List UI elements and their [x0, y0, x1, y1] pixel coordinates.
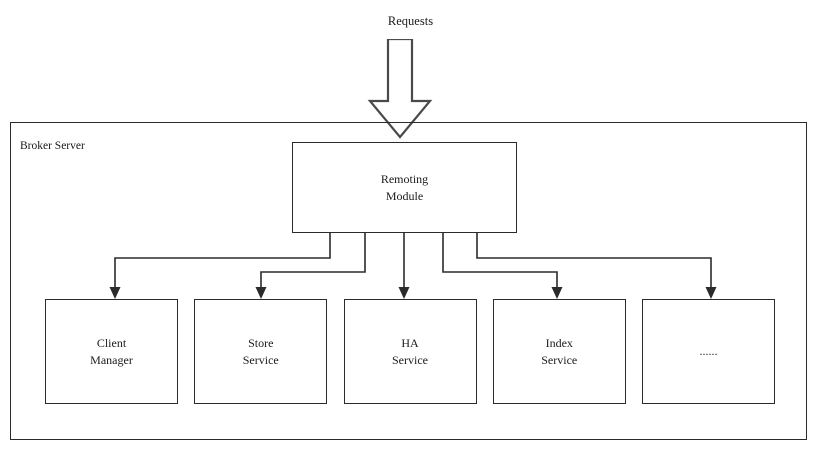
node-store-service — [194, 299, 327, 404]
node-index-service — [493, 299, 626, 404]
service-nodes-row — [45, 299, 775, 404]
remoting-module-node — [292, 142, 517, 233]
node-ellipsis-line1: ...... — [699, 344, 718, 359]
remoting-module-line1: Remoting — [380, 172, 429, 187]
node-ha-service — [344, 299, 477, 404]
node-store-service-line1: Store — [248, 336, 274, 351]
node-ellipsis-text — [700, 343, 718, 359]
node-client-manager — [45, 299, 178, 404]
remoting-module-line2: Module — [385, 188, 424, 203]
requests-label: Requests — [387, 14, 434, 28]
node-ha-service-line1: HA — [401, 336, 419, 351]
node-store-service-line2: Service — [242, 352, 279, 367]
node-ellipsis — [642, 299, 775, 404]
node-index-service-line1: Index — [545, 336, 573, 351]
node-index-service-text — [541, 335, 577, 367]
node-client-manager-text — [90, 335, 133, 367]
broker-server-label: Broker Server — [20, 140, 85, 152]
remoting-module-text — [381, 171, 428, 203]
node-ha-service-line2: Service — [392, 352, 428, 367]
node-client-manager-line1: Client — [96, 336, 127, 351]
node-client-manager-line2: Manager — [90, 352, 133, 367]
node-index-service-line2: Service — [541, 352, 578, 367]
node-ha-service-text — [392, 335, 428, 367]
node-store-service-text — [243, 335, 279, 367]
